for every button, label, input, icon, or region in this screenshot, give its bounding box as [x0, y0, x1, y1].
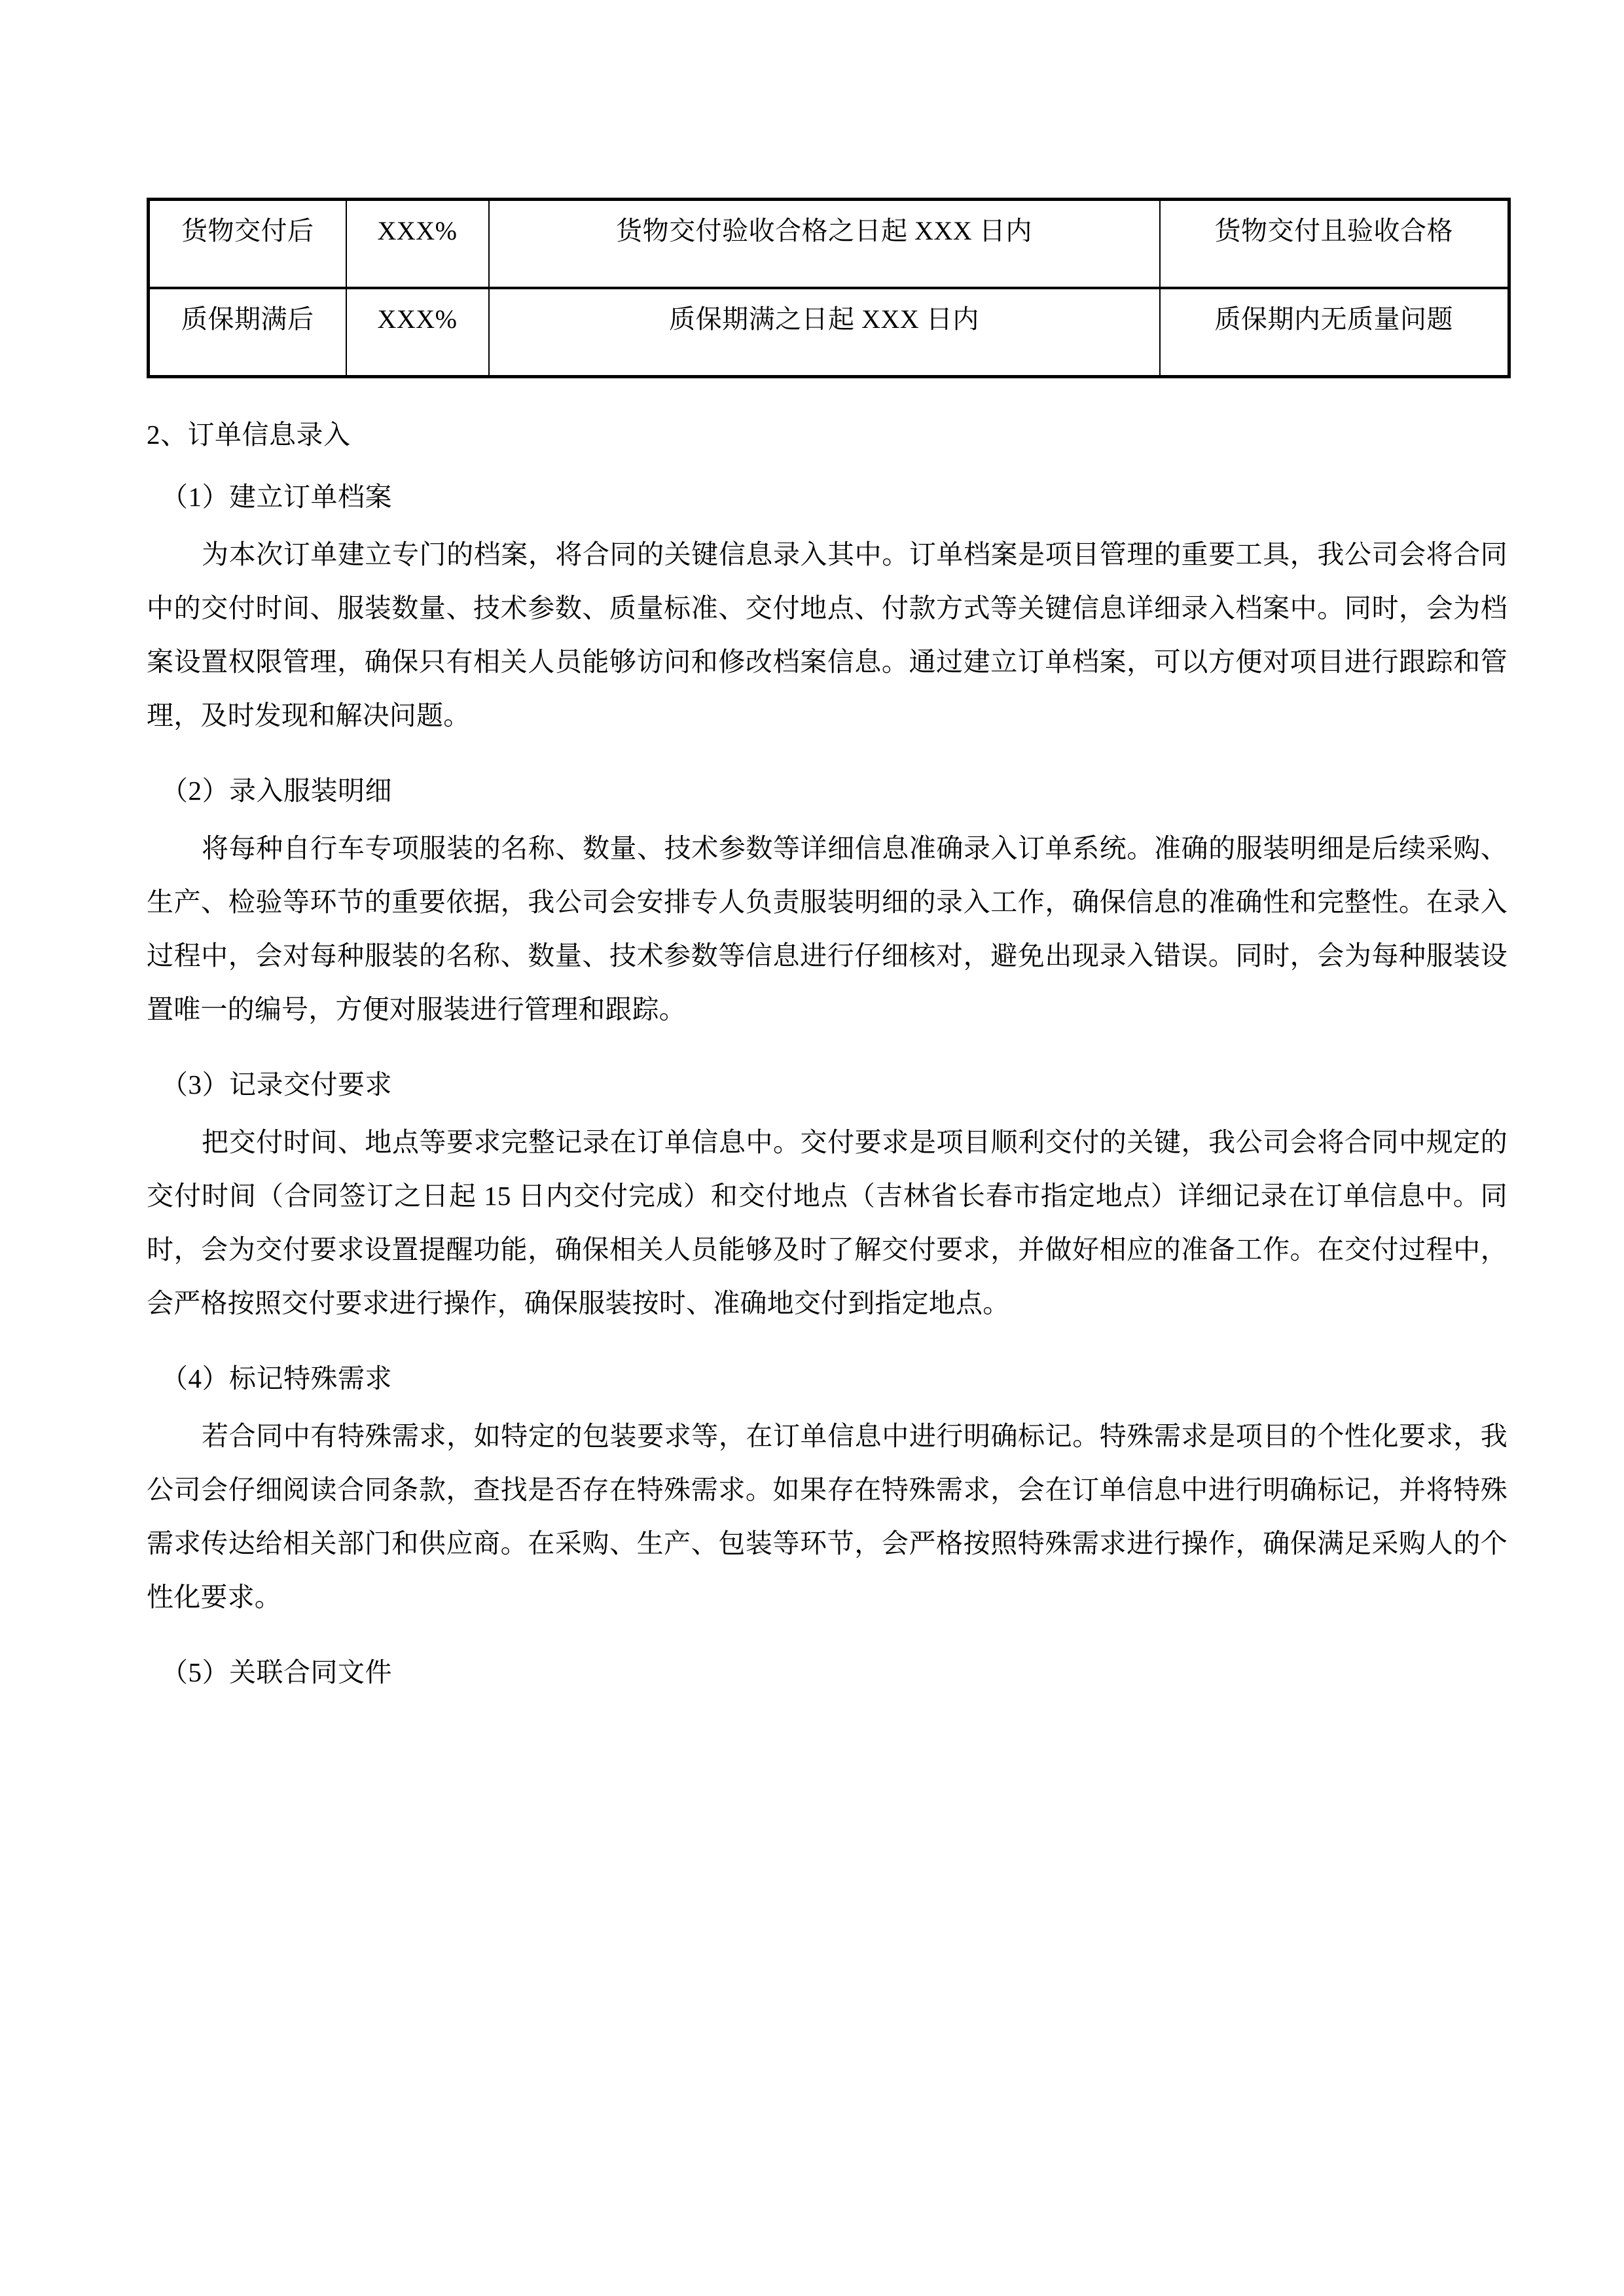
table-cell-condition: 货物交付且验收合格 — [1160, 200, 1509, 288]
table-cell-percent: XXX% — [346, 288, 489, 376]
table-row — [149, 288, 1509, 376]
subsection-paragraph-2: 将每种自行车专项服装的名称、数量、技术参数等详细信息准确录入订单系统。准确的服装明细是后续采购、生产、检验等环节的重要依据，我公司会安排专人负责服装明细的录入工作，确保信息的准确性和完整性。在录入过程中，会对每种服装的名称、数量、技术参数等信息进行仔细核对，避免出现录入错误。同时，会为每种服装设置唯一的编号，方便对服装进行管理和跟踪。 — [147, 833, 1507, 1024]
table-cell-percent: XXX% — [346, 200, 489, 288]
subsection-paragraph-1: 为本次订单建立专门的档案，将合同的关键信息录入其中。订单档案是项目管理的重要工具，我公司会将合同中的交付时间、服装数量、技术参数、质量标准、交付地点、付款方式等关键信息详细录入档案中。同时，会为档案设置权限管理，确保只有相关人员能够访问和修改档案信息。通过建立订单档案，可以方便对项目进行跟踪和管理，及时发现和解决问题。 — [147, 539, 1507, 730]
table-row — [149, 200, 1509, 288]
subsection-heading-4: （4）标记特殊需求 — [161, 1363, 392, 1393]
table-cell-term: 货物交付验收合格之日起 XXX 日内 — [489, 200, 1160, 288]
subsection-paragraph-3: 把交付时间、地点等要求完整记录在订单信息中。交付要求是项目顺利交付的关键，我公司会将合同中规定的交付时间（合同签订之日起 15 日内交付完成）和交付地点（吉林省长春市指定地点）详细记录在订单信息中。同时，会为交付要求设置提醒功能，确保相关人员能够及时了解交付要求，并做好相应的准备工作。在交付过程中，会严格按照交付要求进行操作，确保服装按时、准确地交付到指定地点。 — [147, 1126, 1507, 1318]
table-cell-stage: 质保期满后 — [149, 288, 346, 376]
table-cell-term: 质保期满之日起 XXX 日内 — [489, 288, 1160, 376]
section-heading-order-info-entry: 2、订单信息录入 — [147, 419, 351, 450]
subsection-heading-3: （3）记录交付要求 — [161, 1069, 392, 1100]
subsection-heading-2: （2）录入服装明细 — [161, 775, 392, 806]
subsection-heading-1: （1）建立订单档案 — [161, 481, 392, 512]
table-cell-stage: 货物交付后 — [149, 200, 346, 288]
subsection-paragraph-4: 若合同中有特殊需求，如特定的包装要求等，在订单信息中进行明确标记。特殊需求是项目的个性化要求，我公司会仔细阅读合同条款，查找是否存在特殊需求。如果存在特殊需求，会在订单信息中进行明确标记，并将特殊需求传达给相关部门和供应商。在采购、生产、包装等环节，会严格按照特殊需求进行操作，确保满足采购人的个性化要求。 — [147, 1420, 1507, 1612]
payment-schedule-table — [147, 198, 1511, 378]
subsection-heading-5: （5）关联合同文件 — [161, 1657, 392, 1687]
table-cell-condition: 质保期内无质量问题 — [1160, 288, 1509, 376]
